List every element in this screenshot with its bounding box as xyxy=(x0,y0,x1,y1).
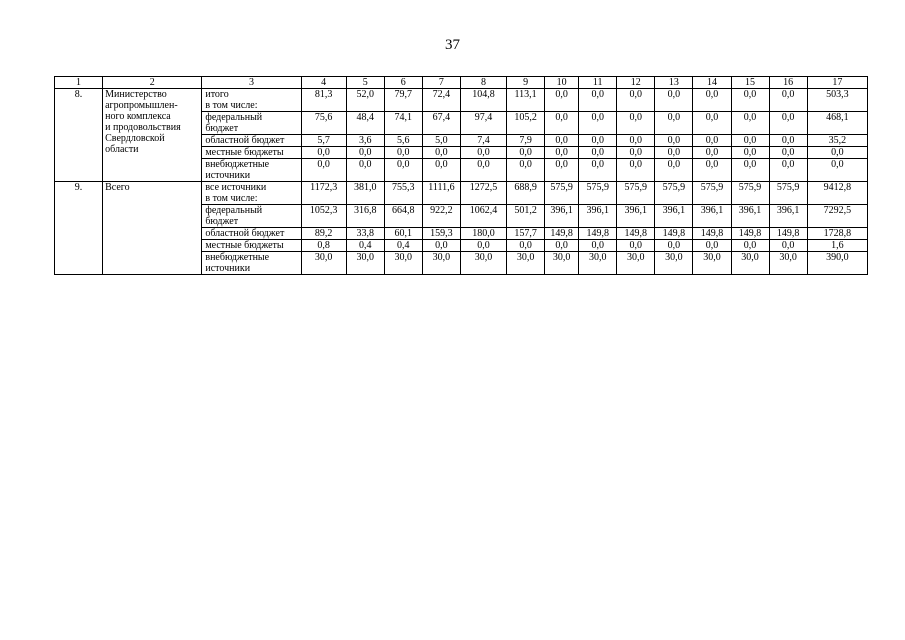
funding-source-line: в том числе: xyxy=(205,193,258,204)
value-cell: 157,7 xyxy=(507,228,545,240)
value-cell: 30,0 xyxy=(655,252,693,275)
value-cell: 575,9 xyxy=(545,182,579,205)
funding-source-line: бюджет xyxy=(205,216,239,227)
value-cell: 0,0 xyxy=(731,135,769,147)
executor-name-cell xyxy=(103,182,202,275)
value-cell: 0,0 xyxy=(693,240,731,252)
value-cell: 396,1 xyxy=(579,205,617,228)
value-cell: 501,2 xyxy=(507,205,545,228)
value-cell: 89,2 xyxy=(301,228,346,240)
value-cell: 0,0 xyxy=(617,240,655,252)
column-number-cell: 3 xyxy=(202,77,301,89)
column-number-cell: 8 xyxy=(460,77,506,89)
value-cell: 0,0 xyxy=(769,240,807,252)
column-number-cell: 13 xyxy=(655,77,693,89)
value-cell: 104,8 xyxy=(460,89,506,112)
funding-source-line: внебюджетные xyxy=(205,252,270,263)
funding-source-cell xyxy=(202,159,301,182)
value-cell: 0,0 xyxy=(346,159,384,182)
funding-source-cell xyxy=(202,252,301,275)
value-cell: 30,0 xyxy=(579,252,617,275)
column-number-row xyxy=(55,77,868,89)
value-cell: 97,4 xyxy=(460,112,506,135)
value-cell: 0,0 xyxy=(301,147,346,159)
value-cell: 149,8 xyxy=(545,228,579,240)
value-cell: 396,1 xyxy=(545,205,579,228)
column-number-cell: 5 xyxy=(346,77,384,89)
value-cell: 75,6 xyxy=(301,112,346,135)
value-cell: 575,9 xyxy=(693,182,731,205)
value-cell: 0,0 xyxy=(731,147,769,159)
value-cell: 5,6 xyxy=(384,135,422,147)
value-cell: 0,0 xyxy=(693,159,731,182)
executor-name-line: области xyxy=(105,144,139,155)
value-cell: 0,0 xyxy=(731,112,769,135)
value-cell: 0,0 xyxy=(346,147,384,159)
value-cell: 149,8 xyxy=(617,228,655,240)
value-cell: 0,0 xyxy=(655,135,693,147)
value-cell: 575,9 xyxy=(769,182,807,205)
value-cell: 1272,5 xyxy=(460,182,506,205)
value-cell: 0,0 xyxy=(731,240,769,252)
row-number-cell: 9. xyxy=(55,182,103,275)
value-cell: 105,2 xyxy=(507,112,545,135)
value-cell: 30,0 xyxy=(507,252,545,275)
value-cell: 81,3 xyxy=(301,89,346,112)
value-cell: 0,0 xyxy=(655,89,693,112)
value-cell: 48,4 xyxy=(346,112,384,135)
column-number-cell: 7 xyxy=(422,77,460,89)
value-cell: 30,0 xyxy=(617,252,655,275)
value-cell: 149,8 xyxy=(655,228,693,240)
value-cell: 0,0 xyxy=(301,159,346,182)
column-number-cell: 2 xyxy=(103,77,202,89)
executor-name-cell xyxy=(103,89,202,182)
value-cell: 0,0 xyxy=(422,240,460,252)
value-cell: 396,1 xyxy=(731,205,769,228)
executor-name-line: и продовольствия xyxy=(105,122,181,133)
column-number-cell: 4 xyxy=(301,77,346,89)
value-cell: 0,0 xyxy=(545,135,579,147)
value-cell: 30,0 xyxy=(545,252,579,275)
column-number-cell: 17 xyxy=(807,77,867,89)
table-row xyxy=(55,182,868,205)
funding-source-cell xyxy=(202,205,301,228)
column-number-cell: 12 xyxy=(617,77,655,89)
value-cell: 0,0 xyxy=(545,112,579,135)
value-cell: 316,8 xyxy=(346,205,384,228)
value-cell: 149,8 xyxy=(769,228,807,240)
value-cell: 0,0 xyxy=(655,159,693,182)
value-cell: 30,0 xyxy=(346,252,384,275)
value-cell: 575,9 xyxy=(731,182,769,205)
value-cell: 35,2 xyxy=(807,135,867,147)
value-cell: 0,0 xyxy=(655,112,693,135)
value-cell: 0,0 xyxy=(769,159,807,182)
funding-source-cell xyxy=(202,182,301,205)
funding-source-line: внебюджетные xyxy=(205,159,270,170)
value-cell: 30,0 xyxy=(731,252,769,275)
value-cell: 0,0 xyxy=(617,112,655,135)
value-cell: 0,0 xyxy=(460,147,506,159)
value-cell: 1172,3 xyxy=(301,182,346,205)
funding-source-line: в том числе: xyxy=(205,100,258,111)
value-cell: 0,0 xyxy=(769,112,807,135)
funding-source-line: итого xyxy=(205,89,229,100)
value-cell: 1,6 xyxy=(807,240,867,252)
value-cell: 0,0 xyxy=(545,240,579,252)
value-cell: 7,9 xyxy=(507,135,545,147)
funding-source-cell xyxy=(202,112,301,135)
value-cell: 0,0 xyxy=(617,89,655,112)
page-number: 37 xyxy=(445,37,460,53)
funding-source-cell xyxy=(202,135,301,147)
value-cell: 74,1 xyxy=(384,112,422,135)
value-cell: 30,0 xyxy=(384,252,422,275)
value-cell: 60,1 xyxy=(384,228,422,240)
column-number-cell: 10 xyxy=(545,77,579,89)
column-number-cell: 15 xyxy=(731,77,769,89)
funding-source-line: местные бюджеты xyxy=(205,240,284,251)
funding-source-line: федеральный xyxy=(205,205,263,216)
value-cell: 0,0 xyxy=(579,240,617,252)
value-cell: 30,0 xyxy=(422,252,460,275)
value-cell: 79,7 xyxy=(384,89,422,112)
funding-source-cell xyxy=(202,147,301,159)
value-cell: 0,0 xyxy=(769,135,807,147)
value-cell: 0,0 xyxy=(769,89,807,112)
value-cell: 5,0 xyxy=(422,135,460,147)
executor-name-line: Свердловской xyxy=(105,133,165,144)
value-cell: 0,0 xyxy=(807,147,867,159)
value-cell: 3,6 xyxy=(346,135,384,147)
value-cell: 396,1 xyxy=(655,205,693,228)
value-cell: 0,0 xyxy=(422,159,460,182)
value-cell: 922,2 xyxy=(422,205,460,228)
value-cell: 180,0 xyxy=(460,228,506,240)
value-cell: 0,0 xyxy=(617,135,655,147)
value-cell: 159,3 xyxy=(422,228,460,240)
executor-name-line: Министерство xyxy=(105,89,167,100)
value-cell: 5,7 xyxy=(301,135,346,147)
value-cell: 1052,3 xyxy=(301,205,346,228)
column-number-cell: 11 xyxy=(579,77,617,89)
value-cell: 0,0 xyxy=(769,147,807,159)
value-cell: 30,0 xyxy=(769,252,807,275)
value-cell: 52,0 xyxy=(346,89,384,112)
column-number-cell: 6 xyxy=(384,77,422,89)
value-cell: 1062,4 xyxy=(460,205,506,228)
funding-source-line: областной бюджет xyxy=(205,135,285,146)
value-cell: 30,0 xyxy=(301,252,346,275)
value-cell: 0,0 xyxy=(731,89,769,112)
value-cell: 30,0 xyxy=(693,252,731,275)
row-number-cell: 8. xyxy=(55,89,103,182)
value-cell: 7292,5 xyxy=(807,205,867,228)
value-cell: 0,0 xyxy=(579,147,617,159)
value-cell: 0,0 xyxy=(384,147,422,159)
column-number-cell: 14 xyxy=(693,77,731,89)
value-cell: 390,0 xyxy=(807,252,867,275)
executor-name-line: ного комплекса xyxy=(105,111,171,122)
value-cell: 0,0 xyxy=(655,147,693,159)
funding-source-line: источники xyxy=(205,263,251,274)
value-cell: 0,0 xyxy=(731,159,769,182)
value-cell: 0,0 xyxy=(460,240,506,252)
funding-source-cell xyxy=(202,240,301,252)
value-cell: 0,0 xyxy=(507,147,545,159)
column-number-cell: 9 xyxy=(507,77,545,89)
value-cell: 688,9 xyxy=(507,182,545,205)
value-cell: 575,9 xyxy=(655,182,693,205)
value-cell: 0,0 xyxy=(579,159,617,182)
value-cell: 0,0 xyxy=(545,89,579,112)
value-cell: 0,0 xyxy=(460,159,506,182)
value-cell: 0,0 xyxy=(693,147,731,159)
value-cell: 9412,8 xyxy=(807,182,867,205)
value-cell: 575,9 xyxy=(579,182,617,205)
value-cell: 0,0 xyxy=(693,89,731,112)
value-cell: 0,0 xyxy=(579,89,617,112)
funding-source-line: источники xyxy=(205,170,251,181)
value-cell: 575,9 xyxy=(617,182,655,205)
funding-source-line: федеральный xyxy=(205,112,263,123)
value-cell: 0,0 xyxy=(422,147,460,159)
value-cell: 72,4 xyxy=(422,89,460,112)
value-cell: 1111,6 xyxy=(422,182,460,205)
table-row xyxy=(55,89,868,112)
value-cell: 149,8 xyxy=(579,228,617,240)
funding-source-line: местные бюджеты xyxy=(205,147,284,158)
value-cell: 664,8 xyxy=(384,205,422,228)
budget-table xyxy=(54,76,868,275)
value-cell: 0,0 xyxy=(545,159,579,182)
value-cell: 30,0 xyxy=(460,252,506,275)
value-cell: 0,0 xyxy=(693,135,731,147)
value-cell: 503,3 xyxy=(807,89,867,112)
value-cell: 0,0 xyxy=(579,135,617,147)
funding-source-cell xyxy=(202,228,301,240)
value-cell: 0,8 xyxy=(301,240,346,252)
value-cell: 0,0 xyxy=(807,159,867,182)
value-cell: 468,1 xyxy=(807,112,867,135)
value-cell: 755,3 xyxy=(384,182,422,205)
value-cell: 149,8 xyxy=(693,228,731,240)
value-cell: 7,4 xyxy=(460,135,506,147)
value-cell: 396,1 xyxy=(693,205,731,228)
funding-source-line: областной бюджет xyxy=(205,228,285,239)
value-cell: 0,0 xyxy=(617,147,655,159)
funding-source-line: бюджет xyxy=(205,123,239,134)
value-cell: 0,0 xyxy=(655,240,693,252)
value-cell: 0,0 xyxy=(579,112,617,135)
value-cell: 396,1 xyxy=(617,205,655,228)
column-number-cell: 16 xyxy=(769,77,807,89)
value-cell: 33,8 xyxy=(346,228,384,240)
value-cell: 149,8 xyxy=(731,228,769,240)
value-cell: 0,0 xyxy=(384,159,422,182)
executor-name-line: агропромышлен- xyxy=(105,100,178,111)
value-cell: 396,1 xyxy=(769,205,807,228)
value-cell: 0,0 xyxy=(617,159,655,182)
value-cell: 0,0 xyxy=(693,112,731,135)
value-cell: 67,4 xyxy=(422,112,460,135)
value-cell: 381,0 xyxy=(346,182,384,205)
executor-name-line: Всего xyxy=(105,182,130,193)
value-cell: 0,0 xyxy=(507,159,545,182)
value-cell: 1728,8 xyxy=(807,228,867,240)
value-cell: 113,1 xyxy=(507,89,545,112)
funding-source-line: все источники xyxy=(205,182,267,193)
column-number-cell: 1 xyxy=(55,77,103,89)
value-cell: 0,4 xyxy=(384,240,422,252)
funding-source-cell xyxy=(202,89,301,112)
value-cell: 0,4 xyxy=(346,240,384,252)
value-cell: 0,0 xyxy=(507,240,545,252)
value-cell: 0,0 xyxy=(545,147,579,159)
